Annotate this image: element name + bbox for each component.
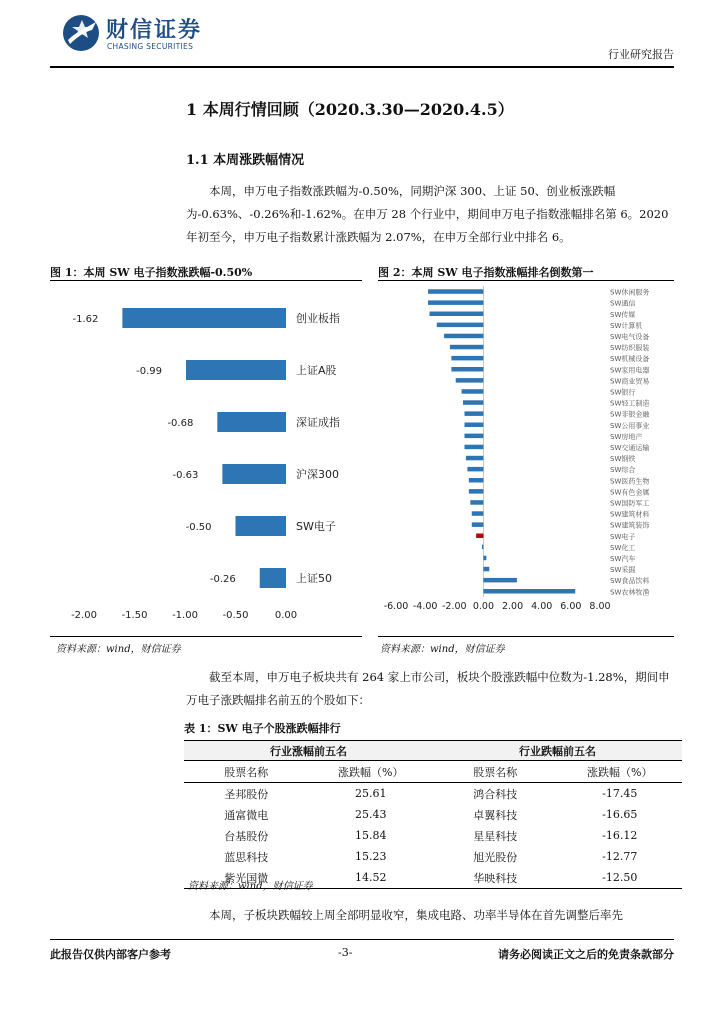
category-label-27: SW农林牧渔 xyxy=(610,588,650,597)
figure2-bottom-rule xyxy=(378,636,674,637)
figure2-bar-chart xyxy=(378,282,674,634)
bar-22 xyxy=(476,534,483,539)
category-label-11: SW非银金融 xyxy=(610,410,650,419)
table-row xyxy=(184,846,682,867)
bar-8 xyxy=(456,378,484,383)
bar-0 xyxy=(122,308,286,328)
table-row xyxy=(184,804,682,825)
category-label-8: SW商业贸易 xyxy=(610,377,650,386)
figure1-source: 资料来源：wind，财信证券 xyxy=(56,644,181,655)
bar-15 xyxy=(466,456,483,461)
intro-paragraph-text: 本周，申万电子指数涨跌幅为-0.50%，同期沪深 300、上证 50、创业板涨跌幅为-0.63%、-0.26%和-1.62%。在申万 28 个行业中，期间申万电子指数涨幅排名第 6。2020 年初至今，申万电子指数累计涨跌幅为 2.07%，在申万全部行业中排名 6。 xyxy=(186,184,669,244)
x-tick-label-1: -1.50 xyxy=(121,610,148,621)
table-cell: 25.43 xyxy=(355,808,387,821)
bar-1 xyxy=(428,300,483,305)
bar-3 xyxy=(222,464,286,484)
bar-7 xyxy=(451,367,483,372)
category-label-26: SW食品饮料 xyxy=(610,577,650,586)
company-logo-icon xyxy=(62,14,100,52)
x-tick-label-4: 2.00 xyxy=(501,600,524,612)
bar-5 xyxy=(260,568,286,588)
x-tick-label-7: 8.00 xyxy=(589,600,611,612)
category-label-18: SW有色金属 xyxy=(610,488,650,497)
table-cell: 15.84 xyxy=(355,829,387,842)
table-header-cell: 涨跌幅（%） xyxy=(558,761,683,783)
category-label-16: SW综合 xyxy=(610,466,636,475)
category-label-10: SW轻工制造 xyxy=(610,399,650,408)
stocks-paragraph-text: 截至本周，申万电子板块共有 264 家上市公司，板块个股涨跌幅中位数为-1.28%，期间申万电子涨跌幅排名前五的个股如下： xyxy=(186,670,670,707)
bar-27 xyxy=(483,589,575,594)
category-label-21: SW建筑装饰 xyxy=(610,521,650,530)
table-cell: -16.12 xyxy=(602,829,638,842)
report-type: 行业研究报告 xyxy=(608,48,674,61)
category-label-5: 上证50 xyxy=(296,572,332,585)
data-label-4: -0.50 xyxy=(185,522,212,533)
category-label-7: SW家用电器 xyxy=(610,366,650,375)
bar-10 xyxy=(463,400,483,405)
category-label-12: SW公用事业 xyxy=(610,421,650,430)
x-tick-label-2: -2.00 xyxy=(441,600,467,612)
table-cell: 旭光股份 xyxy=(473,850,518,864)
bar-26 xyxy=(483,578,517,583)
x-tick-label-0: -6.00 xyxy=(383,600,409,612)
table1-source: 资料来源：wind，财信证券 xyxy=(188,881,313,892)
category-label-14: SW交通运输 xyxy=(610,443,650,452)
bar-3 xyxy=(437,323,484,328)
figure2-caption: 图 2：本周 SW 电子指数涨幅排名倒数第一 xyxy=(378,266,594,279)
category-label-25: SW采掘 xyxy=(610,566,636,575)
category-label-4: SW电子 xyxy=(296,520,336,533)
table-header-cell: 股票名称 xyxy=(184,761,309,783)
bar-6 xyxy=(451,356,483,361)
table-cell: 25.61 xyxy=(355,787,387,800)
page-number: -3- xyxy=(338,946,353,959)
figure2-source: 资料来源：wind，财信证券 xyxy=(380,644,505,655)
x-tick-label-4: 0.00 xyxy=(274,610,298,621)
section-title: 1 本周行情回顾（2020.3.30—2020.4.5） xyxy=(186,100,514,119)
table-cell: 14.52 xyxy=(309,867,434,889)
table-cell: -17.45 xyxy=(602,787,638,800)
x-tick-label-6: 6.00 xyxy=(560,600,582,612)
bar-13 xyxy=(464,434,483,439)
category-label-24: SW汽车 xyxy=(610,554,636,563)
x-tick-label-0: -2.00 xyxy=(71,610,97,621)
table-cell: 台基股份 xyxy=(224,829,269,843)
category-label-5: SW纺织服装 xyxy=(610,344,650,353)
x-tick-label-3: -0.50 xyxy=(222,610,249,621)
x-tick-label-5: 4.00 xyxy=(531,600,553,612)
bar-4 xyxy=(236,516,287,536)
bar-17 xyxy=(469,478,484,483)
bar-4 xyxy=(444,334,483,339)
table-cell: 卓翼科技 xyxy=(473,808,518,822)
bar-25 xyxy=(483,567,489,572)
data-label-1: -0.99 xyxy=(136,366,163,377)
footer-disclaimer: 此报告仅供内部客户参考 xyxy=(50,948,171,961)
bar-18 xyxy=(469,489,484,494)
table-row xyxy=(184,783,682,805)
category-label-22: SW电子 xyxy=(610,532,636,541)
subsector-paragraph-text: 本周，子板块跌幅较上周全部明显收窄，集成电路、功率半导体在首先调整后率先 xyxy=(209,908,623,922)
subsector-paragraph xyxy=(186,904,680,927)
logo-subtext: CHASING SECURITIES xyxy=(107,42,194,51)
header-divider xyxy=(50,66,674,68)
category-label-20: SW建筑材料 xyxy=(610,510,650,519)
category-label-13: SW房地产 xyxy=(610,432,643,441)
table-cell: 蓝思科技 xyxy=(224,850,269,864)
bar-2 xyxy=(430,312,484,317)
data-label-2: -0.68 xyxy=(167,418,194,429)
category-label-9: SW银行 xyxy=(610,388,636,397)
bar-23 xyxy=(482,545,483,550)
bar-20 xyxy=(472,511,484,516)
table-row xyxy=(184,825,682,846)
figure1-caption: 图 1：本周 SW 电子指数涨跌幅-0.50% xyxy=(50,266,253,279)
table-group-header-gainers: 行业涨幅前五名 xyxy=(184,741,433,761)
data-label-5: -0.26 xyxy=(209,574,236,585)
figure1-bar-chart xyxy=(50,282,362,634)
figure2-top-rule xyxy=(378,280,674,281)
bar-0 xyxy=(428,289,483,294)
bar-19 xyxy=(470,500,483,505)
x-tick-label-1: -4.00 xyxy=(412,600,438,612)
intro-paragraph xyxy=(186,180,680,249)
x-tick-label-3: 0.00 xyxy=(472,600,495,612)
category-label-19: SW国防军工 xyxy=(610,499,650,508)
table-cell: -12.50 xyxy=(558,867,683,889)
category-label-4: SW电气设备 xyxy=(610,332,650,341)
table-cell: 圣邦股份 xyxy=(224,787,269,801)
bar-9 xyxy=(462,389,484,394)
bar-24 xyxy=(483,556,486,561)
table-header-cell: 涨跌幅（%） xyxy=(309,761,434,783)
category-label-0: SW休闲服务 xyxy=(610,288,650,297)
category-label-2: 深证成指 xyxy=(296,416,340,429)
table-group-header-losers: 行业跌幅前五名 xyxy=(433,741,682,761)
stocks-paragraph xyxy=(186,666,680,712)
table-cell: 星星科技 xyxy=(473,829,518,843)
subsection-title: 1.1 本周涨跌幅情况 xyxy=(186,153,305,168)
table-cell: 鸿合科技 xyxy=(473,787,518,801)
bar-5 xyxy=(450,345,484,350)
table-cell: -16.65 xyxy=(602,808,638,821)
category-label-3: 沪深300 xyxy=(296,468,339,481)
bar-16 xyxy=(467,467,483,472)
data-label-0: -1.62 xyxy=(72,314,99,325)
bar-14 xyxy=(464,445,483,450)
category-label-1: 上证A股 xyxy=(296,364,337,377)
table-cell: -12.77 xyxy=(602,850,638,863)
table1-caption: 表 1：SW 电子个股涨跌幅排行 xyxy=(184,722,341,735)
table-cell: 紫光国微 xyxy=(184,867,309,889)
bar-1 xyxy=(186,360,286,380)
category-label-23: SW化工 xyxy=(610,543,636,552)
footer-divider xyxy=(50,939,674,940)
figure1-bottom-rule xyxy=(50,636,362,637)
bar-11 xyxy=(464,411,483,416)
footer-terms-note: 请务必阅读正文之后的免责条款部分 xyxy=(498,948,674,961)
data-label-3: -0.63 xyxy=(172,470,199,481)
table-header-cell: 股票名称 xyxy=(433,761,558,783)
x-tick-label-2: -1.00 xyxy=(172,610,198,621)
bar-21 xyxy=(472,522,484,527)
category-label-0: 创业板指 xyxy=(296,312,340,325)
stock-ranking-table xyxy=(184,740,682,889)
bar-2 xyxy=(217,412,286,432)
bar-12 xyxy=(464,423,483,428)
category-label-1: SW通信 xyxy=(610,299,636,308)
category-label-17: SW医药生物 xyxy=(610,477,650,486)
category-label-2: SW传媒 xyxy=(610,310,636,319)
category-label-3: SW计算机 xyxy=(610,321,643,330)
table-cell: 通富微电 xyxy=(224,808,269,822)
table-cell: 华映科技 xyxy=(433,867,558,889)
category-label-15: SW钢铁 xyxy=(610,455,636,464)
category-label-6: SW机械设备 xyxy=(610,355,650,364)
logo-text: 财信证券 xyxy=(106,18,203,43)
table-cell: 15.23 xyxy=(355,850,387,863)
figure1-top-rule xyxy=(50,280,362,281)
